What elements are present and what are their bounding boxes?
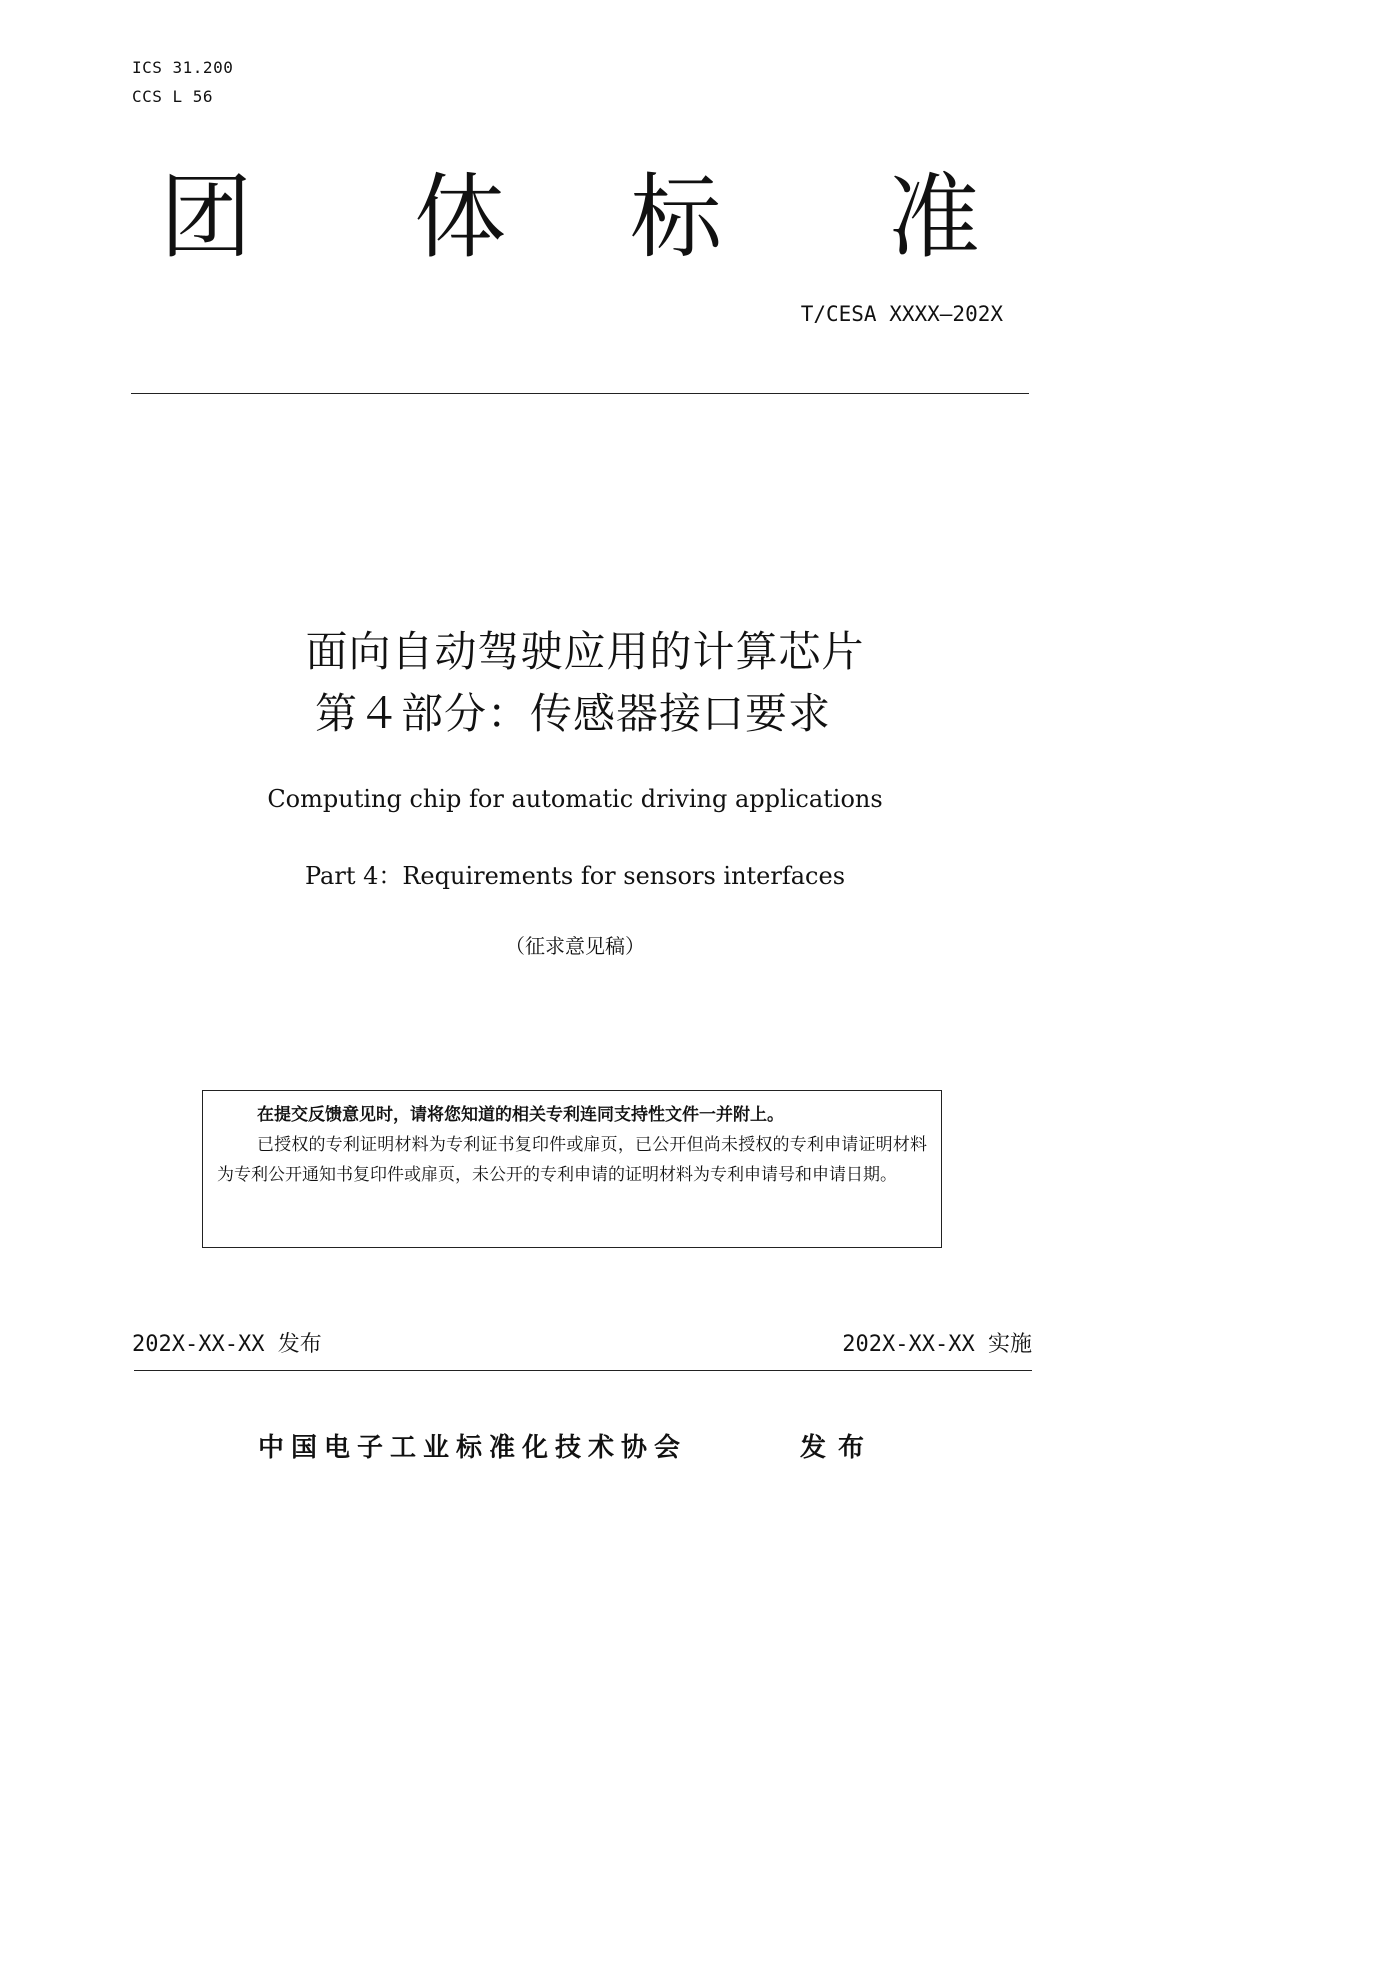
title-en-line2: Part 4：Requirements for sensors interfaces (304, 862, 846, 890)
top-divider (131, 393, 1029, 394)
notice-body: 已授权的专利证明材料为专利证书复印件或扉页，已公开但尚未授权的专利申请证明材料为专利公开通知书复印件或扉页，未公开的专利申请的证明材料为专利申请号和申请日期。 (217, 1135, 927, 1185)
publisher-name: 中国电子工业标准化技术协会 (258, 1433, 688, 1463)
title-zh-line2: 第４部分：传感器接口要求 (314, 689, 831, 738)
standard-number: T/CESA XXXX—202X (800, 302, 1003, 326)
issue-date: 202X-XX-XX 发布 (132, 1332, 322, 1357)
implementation-date: 202X-XX-XX 实施 (842, 1332, 1032, 1357)
publish-label: 发布 (800, 1433, 877, 1463)
draft-status: （征求意见稿） (505, 934, 645, 958)
heading-char-4: 准 (888, 164, 981, 271)
ccs-code: CCS L 56 (132, 87, 214, 106)
patent-notice-box (202, 1090, 942, 1248)
title-zh-line1: 面向自动驾驶应用的计算芯片 (305, 627, 865, 676)
heading-char-2: 体 (414, 164, 507, 271)
ics-code: ICS 31.200 (132, 58, 234, 77)
bottom-divider (134, 1370, 1032, 1371)
heading-char-3: 标 (630, 164, 723, 271)
title-en-line1: Computing chip for automatic driving applications (267, 785, 883, 813)
notice-bold-line: 在提交反馈意见时，请将您知道的相关专利连同支持性文件一并附上。 (257, 1105, 784, 1125)
heading-char-1: 团 (160, 164, 253, 271)
